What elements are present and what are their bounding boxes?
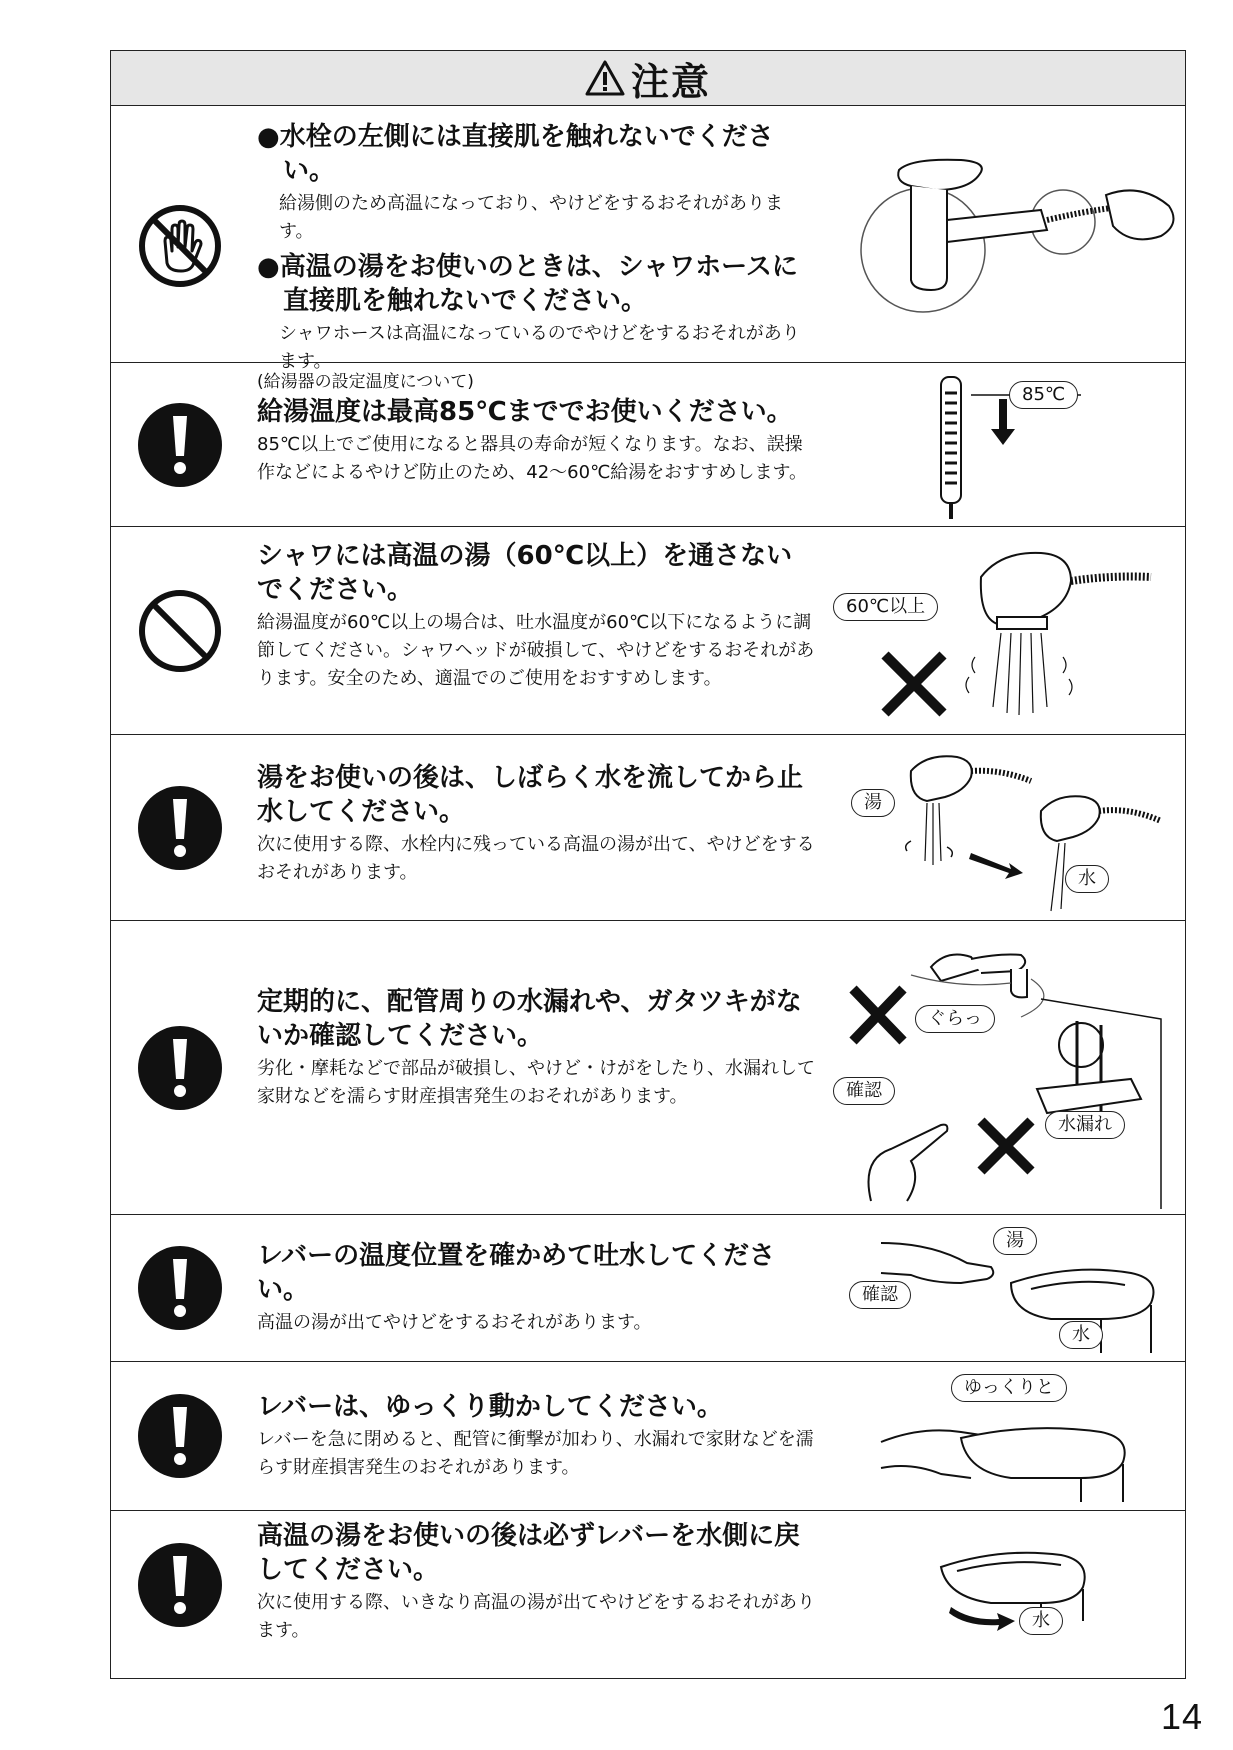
caution-text xyxy=(257,761,817,887)
caution-row-inspection xyxy=(111,921,1185,1215)
mandatory-icon xyxy=(135,400,225,490)
faucet-hose-illustration xyxy=(851,150,1181,320)
caution-body: 次に使用する際、水栓内に残っている高温の湯が出て、やけどをするおそれがあります。 xyxy=(257,834,815,883)
mandatory-icon xyxy=(135,1540,225,1630)
caution-row-temperature xyxy=(111,363,1185,527)
mandatory-icon xyxy=(135,1391,225,1481)
flush-water-illustration xyxy=(871,741,1191,916)
caution-text xyxy=(257,1390,817,1482)
temp-label: 85℃ xyxy=(1009,381,1078,409)
caution-text xyxy=(257,1239,817,1337)
lever-slow-illustration xyxy=(871,1392,1181,1507)
caution-heading: ●水栓の左側には直接肌を触れないでください。 xyxy=(257,122,774,186)
caution-text xyxy=(257,985,817,1111)
caution-body: シャワホースは高温になっているのでやけどをするおそれがあります。 xyxy=(279,323,800,372)
mandatory-icon xyxy=(135,783,225,873)
cold-label: 水 xyxy=(1059,1321,1103,1349)
caution-row-lever-position xyxy=(111,1215,1185,1362)
cold-label: 水 xyxy=(1019,1607,1063,1635)
shower-head-illustration xyxy=(851,537,1181,727)
caution-row-lever-slowly xyxy=(111,1362,1185,1511)
caution-frame xyxy=(110,50,1186,1679)
temp-label: 60℃以上 xyxy=(833,593,938,621)
caution-note: (給湯器の設定温度について) xyxy=(257,372,474,392)
cold-label: 水 xyxy=(1065,865,1109,893)
caution-heading: レバーは、ゆっくり動かしてください。 xyxy=(257,1392,723,1422)
caution-body: 高温の湯が出てやけどをするおそれがあります。 xyxy=(257,1312,652,1333)
slowly-label: ゆっくりと xyxy=(951,1374,1067,1402)
caution-row-hot-side xyxy=(111,106,1185,372)
caution-text xyxy=(257,1519,817,1645)
caution-heading: レバーの温度位置を確かめて吐水してください。 xyxy=(257,1241,776,1305)
caution-body: 劣化・摩耗などで部品が破損し、やけど・けがをしたり、水漏れして家財などを濡らす財産損害発生のおそれがあります。 xyxy=(257,1058,815,1107)
caution-heading: 湯をお使いの後は、しばらく水を流してから止水してください。 xyxy=(257,763,804,827)
caution-text xyxy=(257,120,817,380)
caution-heading: 高温の湯をお使いの後は必ずレバーを水側に戻してください。 xyxy=(257,1521,801,1585)
hot-label: 湯 xyxy=(993,1227,1037,1255)
caution-row-lever-return xyxy=(111,1511,1185,1658)
warning-triangle-icon xyxy=(585,60,625,96)
caution-text xyxy=(257,539,817,693)
caution-body: 給湯温度が60℃以上の場合は、吐水温度が60℃以下になるように調節してください。シャワヘッドが破損して、やけどをするおそれがあります。安全のため、適温でのご使用をおすすめします。 xyxy=(257,612,815,689)
caution-heading: 定期的に、配管周りの水漏れや、ガタツキがないか確認してください。 xyxy=(257,987,802,1051)
caution-header xyxy=(111,51,1185,106)
mandatory-icon xyxy=(135,1243,225,1333)
caution-body: 次に使用する際、いきなり高温の湯が出てやけどをするおそれがあります。 xyxy=(257,1592,815,1641)
page-number: 14 xyxy=(1160,1696,1203,1737)
leak-label: 水漏れ xyxy=(1045,1111,1125,1139)
piping-inspection-illustration xyxy=(831,929,1181,1209)
caution-heading: シャワには高温の湯（60℃以上）を通さないでください。 xyxy=(257,541,793,605)
hot-label: 湯 xyxy=(851,789,895,817)
caution-body: レバーを急に閉めると、配管に衝撃が加わり、水漏れで家財などを濡らす財産損害発生のおそれがあります。 xyxy=(257,1429,814,1478)
caution-text xyxy=(257,371,817,487)
check-label: 確認 xyxy=(849,1281,911,1309)
no-touch-icon xyxy=(135,201,225,291)
caution-heading: 給湯温度は最高85℃まででお使いください。 xyxy=(257,397,793,427)
prohibited-icon xyxy=(135,586,225,676)
caution-title: 注意 xyxy=(630,59,711,104)
caution-heading: ●高温の湯をお使いのときは、シャワホースに直接肌を触れないでください。 xyxy=(257,252,798,316)
check-label: 確認 xyxy=(833,1077,895,1105)
caution-body: 85℃以上でご使用になると器具の寿命が短くなります。なお、誤操作などによるやけど防止のため、42～60℃給湯をおすすめします。 xyxy=(257,434,808,483)
caution-row-shower xyxy=(111,527,1185,735)
caution-body: 給湯側のため高温になっており、やけどをするおそれがあります。 xyxy=(279,193,783,242)
mandatory-icon xyxy=(135,1023,225,1113)
caution-row-flush-water xyxy=(111,735,1185,921)
wobble-label: ぐらっ xyxy=(915,1005,995,1033)
